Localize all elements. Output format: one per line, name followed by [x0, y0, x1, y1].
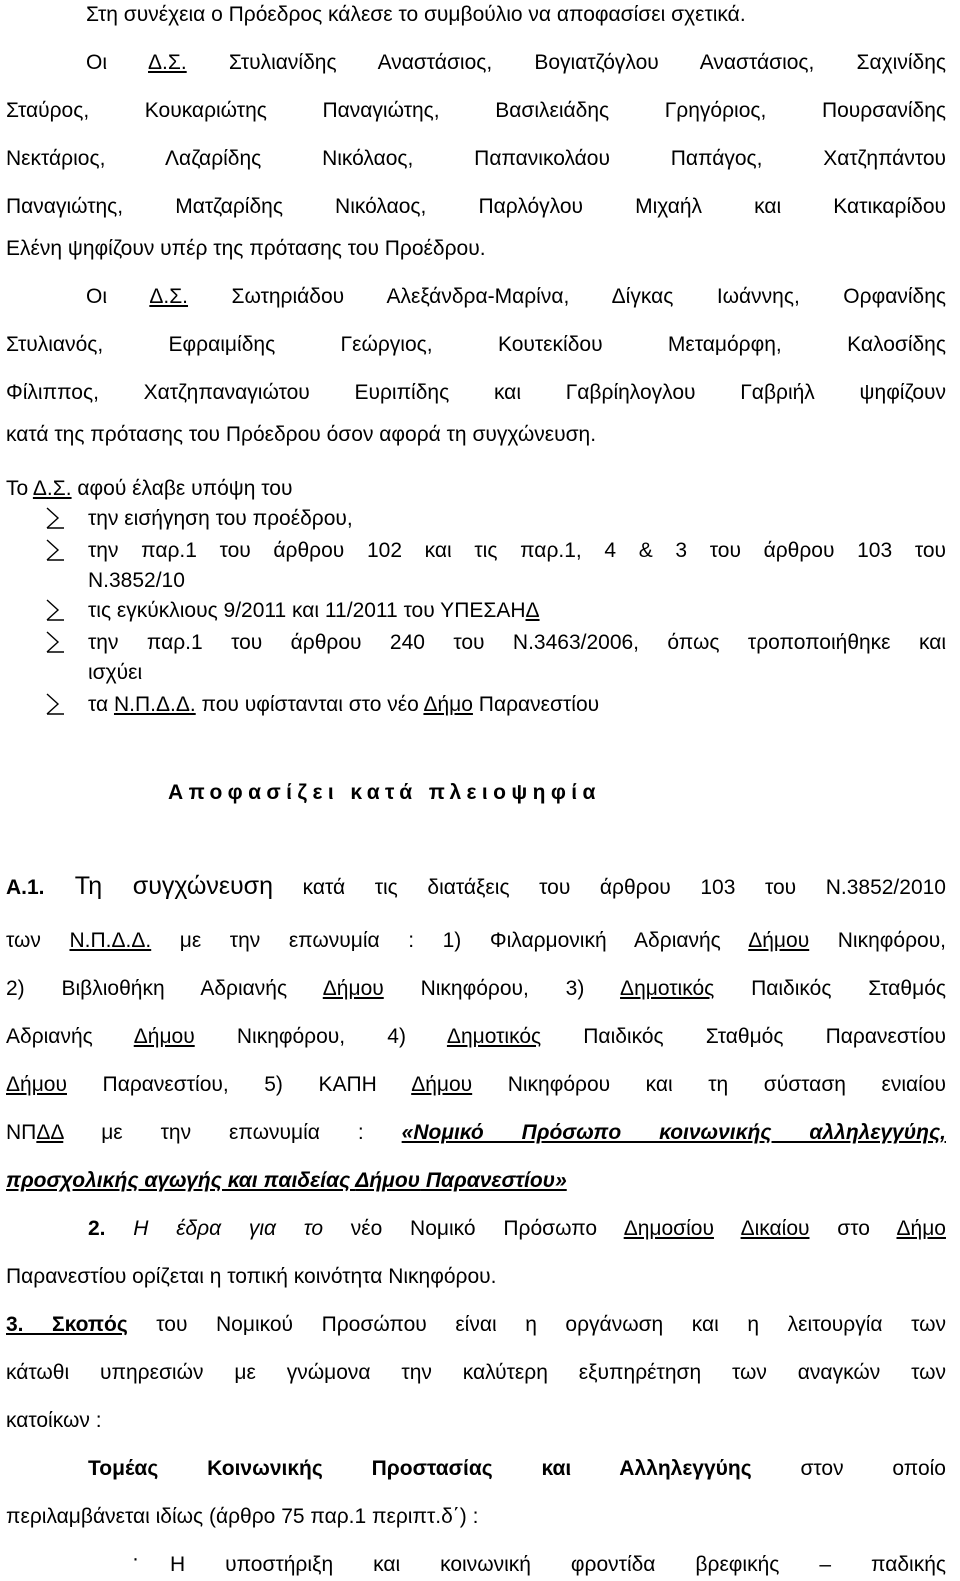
bullet-item-2-line-1: την παρ.1 του άρθρου 102 και τις παρ.1, 4 & 3 του άρθρου 103 του [88, 539, 946, 562]
decision-a1-line-4: Αδριανής Δήμου Νικηφόρου, 4) Δημοτικός Παιδικός Σταθμός Παρανεστίου [6, 1025, 946, 1048]
paragraph-against-votes-line-4: κατά της πρότασης του Πρόεδρου όσον αφορά τη συγχώνευση. [6, 423, 597, 446]
decision-a3-line-3: κατοίκων : [6, 1409, 102, 1432]
decision-a1-line-3: 2) Βιβλιοθήκη Αδριανής Δήμου Νικηφόρου, 3) Δημοτικός Παιδικός Σταθμός [6, 977, 946, 1000]
bullet-item-5: τα Ν.Π.Δ.Δ. που υφίστανται στο νέο Δήμο Παρανεστίου [88, 693, 600, 716]
decision-a1-line-6: ΝΠΔΔ με την επωνυμία : «Νομικό Πρόσωπο κοινωνικής αλληλεγγύης, [6, 1121, 946, 1144]
decision-a3-line-2: κάτωθι υπηρεσιών με γνώμονα την καλύτερη εξυπηρέτηση των αναγκών των [6, 1361, 946, 1384]
paragraph-for-votes-line-2: Σταύρος, Κουκαριώτης Παναγιώτης, Βασιλειάδης Γρηγόριος, Πουρσανίδης [6, 99, 946, 122]
bullet-item-4-line-1: την παρ.1 του άρθρου 240 του Ν.3463/2006, όπως τροποποιήθηκε και [88, 631, 946, 654]
checkmark-bullet-icon [44, 598, 66, 622]
bullet-item-1: την εισήγηση του προέδρου, [88, 507, 353, 530]
decision-a3-line-5: περιλαμβάνεται ιδίως (άρθρο 75 παρ.1 περιπτ.δ΄) : [6, 1505, 479, 1528]
bullet-item-3: τις εγκύκλιους 9/2011 και 11/2011 του ΥΠΕΣΑΗΔ [88, 599, 540, 622]
decision-a1-line-5: Δήμου Παρανεστίου, 5) ΚΑΠΗ Δήμου Νικηφόρου και τη σύσταση ενιαίου [6, 1073, 946, 1096]
decision-a3-line-6: Η υποστήριξη και κοινωνική φροντίδα βρεφικής – παδικής [170, 1553, 946, 1576]
checkmark-bullet-icon [44, 630, 66, 654]
paragraph-intro: Στη συνέχεια ο Πρόεδρος κάλεσε το συμβούλιο να αποφασίσει σχετικά. [86, 3, 746, 26]
paragraph-considerations: Το Δ.Σ. αφού έλαβε υπόψη του [6, 477, 293, 500]
decision-a1-line-7: προσχολικής αγωγής και παιδείας Δήμου Παρανεστίου» [6, 1169, 567, 1192]
decision-a1-line-2: των Ν.Π.Δ.Δ. με την επωνυμία : 1) Φιλαρμονική Αδριανής Δήμου Νικηφόρου, [6, 929, 947, 952]
decision-a2-line-2: Παρανεστίου ορίζεται η τοπική κοινότητα Νικηφόρου. [6, 1265, 497, 1288]
checkmark-bullet-icon [44, 692, 66, 716]
bullet-item-2-line-2: Ν.3852/10 [88, 569, 185, 592]
decision-a2-line-1: 2. Η έδρα για το νέο Νομικό Πρόσωπο Δημοσίου Δικαίου στο Δήμο [88, 1217, 946, 1240]
checkmark-bullet-icon [44, 506, 66, 530]
paragraph-against-votes-line-3: Φίλιππος, Χατζηπαναγιώτου Ευριπίδης και Γαβρίηλογλου Γαβριήλ ψηφίζουν [6, 381, 946, 404]
paragraph-against-votes-line-1: Οι Δ.Σ. Σωτηριάδου Αλεξάνδρα-Μαρίνα, Δίγκας Ιωάννης, Ορφανίδης [86, 285, 946, 308]
checkmark-bullet-icon [44, 538, 66, 562]
paragraph-for-votes-line-3: Νεκτάριος, Λαζαρίδης Νικόλαος, Παπανικολάου Παπάγος, Χατζηπάντου [6, 147, 946, 170]
decision-a3-sector: Τομέας Κοινωνικής Προστασίας και Αλληλεγγύης στον οποίο [88, 1457, 946, 1480]
paragraph-for-votes-line-1: Οι Δ.Σ. Στυλιανίδης Αναστάσιος, Βογιατζόγλου Αναστάσιος, Σαχινίδης [86, 51, 946, 74]
paragraph-against-votes-line-2: Στυλιανός, Εφραιμίδης Γεώργιος, Κουτεκίδου Μεταμόρφη, Καλοσίδης [6, 333, 946, 356]
decision-a1-line-1: Α.1. Τη συγχώνευση κατά τις διατάξεις του άρθρου 103 του Ν.3852/2010 [6, 872, 946, 900]
paragraph-for-votes-line-4: Παναγιώτης, Ματζαρίδης Νικόλαος, Παρλόγλου Μιχαήλ και Κατικαρίδου [6, 195, 946, 218]
decision-a3-line-1: 3. Σκοπός του Νομικού Προσώπου είναι η οργάνωση και η λειτουργία των [6, 1313, 946, 1336]
paragraph-for-votes-line-5: Ελένη ψηφίζουν υπέρ της πρότασης του Προέδρου. [6, 237, 486, 260]
decision-heading: Αποφασίζει κατά πλειοψηφία [168, 781, 601, 804]
bullet-dot: · [132, 1547, 139, 1570]
bullet-item-4-line-2: ισχύει [88, 661, 143, 684]
